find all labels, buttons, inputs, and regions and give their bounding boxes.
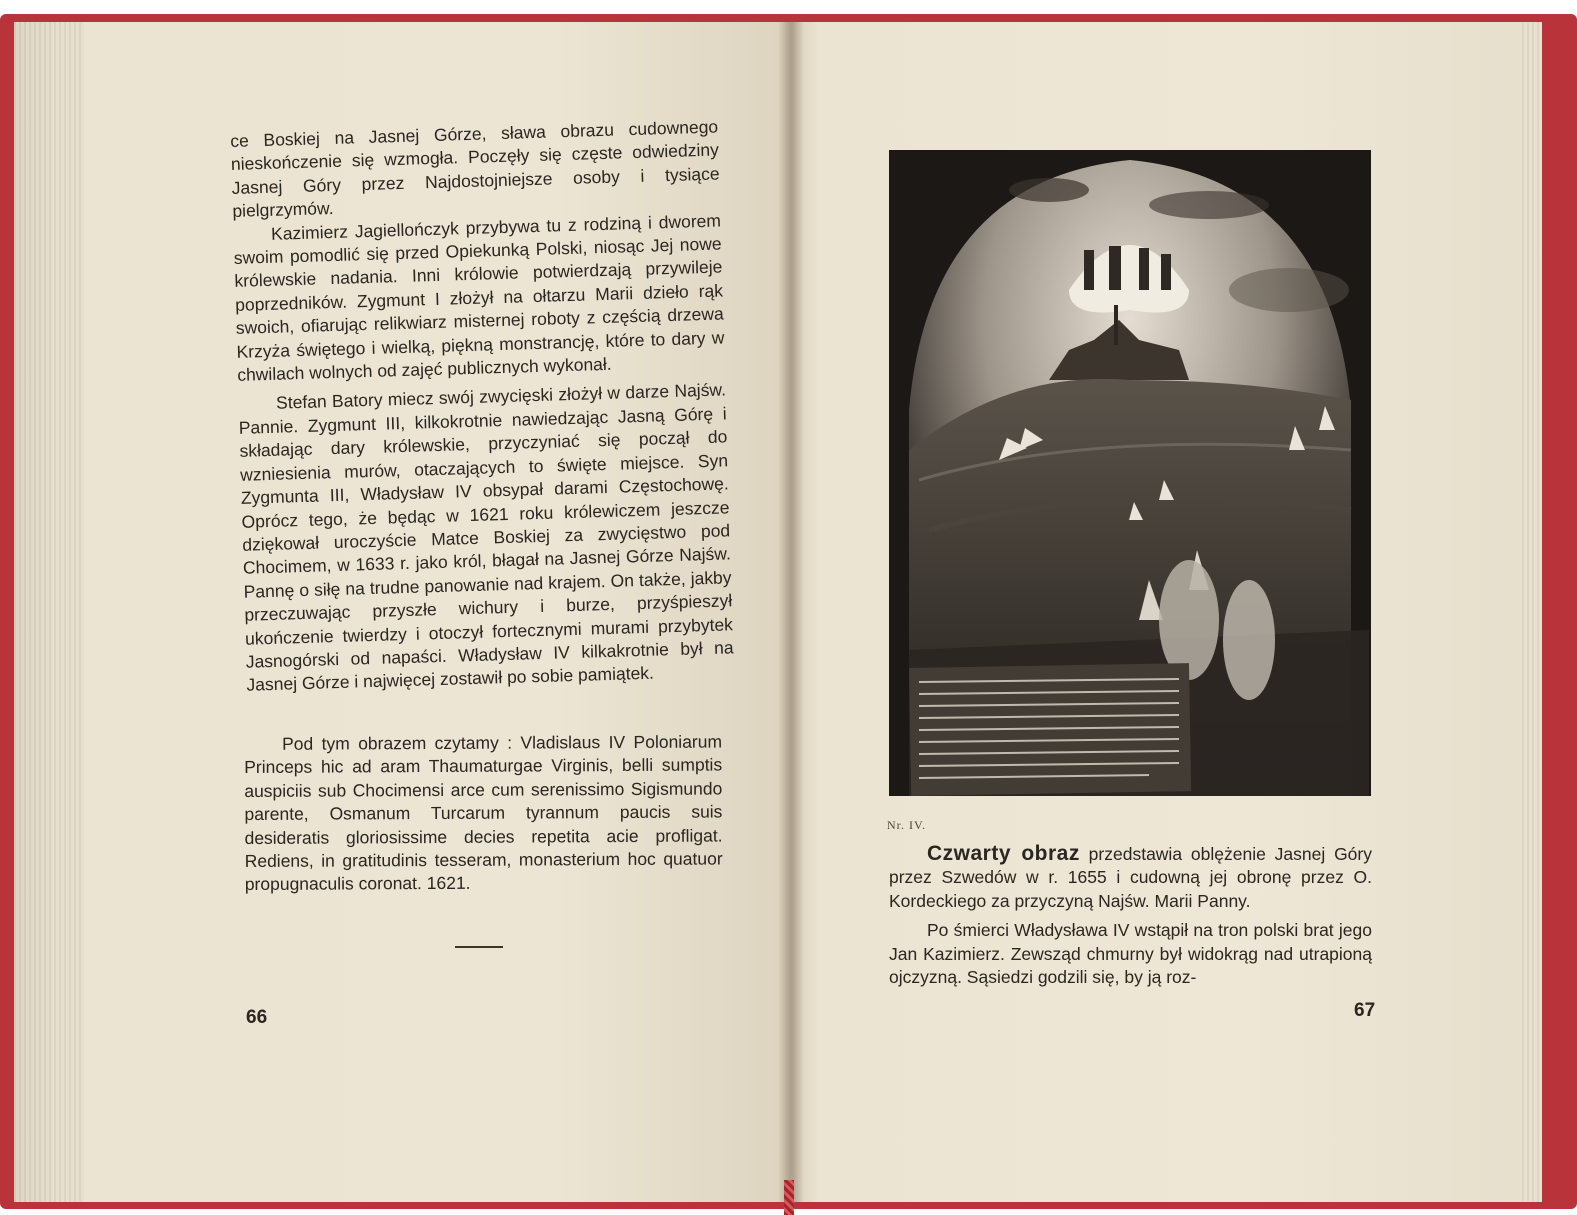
paragraph: ce Boskiej na Jasnej Górze, sława obrazu cudownego nieskończenie się wzmogła. Poczęły się częste odwiedziny Jasnej Góry przez Najdostojniejsze osoby i tysiące pielgrzymów. <box>230 116 720 222</box>
left-page-text <box>230 116 735 698</box>
paragraph: Po śmierci Władysława IV wstąpił na tron polski brat jego Jan Kazimierz. Zewsząd chmurny był widokrąg nad utrapioną ojczyzną. Sąsiedzi godzili się, by ją roz- <box>889 920 1372 988</box>
figure-caption: Nr. IV. <box>887 818 927 832</box>
lead-words: Czwarty obraz <box>927 842 1080 865</box>
paragraph <box>889 842 1372 913</box>
right-page-edges <box>1522 22 1542 1202</box>
siege-painting-illustration <box>889 150 1371 796</box>
page-number-right: 67 <box>1354 1000 1376 1021</box>
left-page-edges <box>14 22 84 1202</box>
section-divider <box>455 946 503 948</box>
painting-plate-image <box>889 150 1371 796</box>
latin-inscription-text <box>244 730 723 896</box>
bookmark-ribbon <box>784 1180 794 1215</box>
paragraph-text: przedstawia oblężenie Jasnej Góry przez Szwedów w r. 1655 i cudowną jej obronę przez O. Kordeckiego za przyczyną Najśw. Marii Panny. <box>889 844 1372 911</box>
book-gutter <box>778 22 804 1202</box>
page-number-left: 66 <box>246 1007 268 1028</box>
paragraph: Pod tym obrazem czytamy : Vladislaus IV Poloniarum Princeps hic ad aram Thaumaturgae Virginis, belli sumptis auspiciis sub Chocimensi arce cum serenissimo Sigismundo parente, Osmanum Turcarum tyrannum paucis suis desideratis gloriosissime decies repetita acie profligat. Rediens, in gratitudinis tesseram, monasterium hoc quatuor propugnaculis coronat. 1621. <box>244 731 723 895</box>
right-page-text <box>889 842 1372 989</box>
paragraph: Kazimierz Jagiellończyk przybywa tu z rodziną i dworem swoim pomodlić się przed Opiekunką Polski, niosąc Jej nowe królewskie nadania. Inni królowie potwierdzają przywileje poprzedników. Zygmunt I złożył na ołtarzu Marii dzieło rąk swoich, ofiarując relikwiarz misternej roboty z częścią drzewa Krzyża świętego i wielką, piękną monstrancję, które to dary w chwilach wolnych od zajęć publicznych wykonał. <box>233 210 725 385</box>
paragraph: Stefan Batory miecz swój zwycięski złożył w darze Najśw. Pannie. Zygmunt III, kilkokrotnie nawiedzając Jasną Górę i składając dary królewskie, przyczyniać się począł do wzniesienia murów, otaczających to święte miejsce. Syn Zygmunta III, Władysław IV obsypał darami Częstochowę. Oprócz tego, że będąc w 1621 roku królewiczem jeszcze dziękował uroczyście Matce Boskiej za zwycięstwo pod Chocimem, w 1633 r. jako król, błagał na Jasnej Górze Najśw. Pannę o siłę na trudne panowanie nad krajem. On także, jakby przeczuwając przyszłe wichury i burze, przyśpieszył ukończenie twierdzy i otoczył fortecznymi murami przybytek Jasnogórski od napaści. Władysław IV kilkakrotnie był na Jasnej Górze i najwięcej zostawił po sobie pamiątek. <box>238 379 734 696</box>
